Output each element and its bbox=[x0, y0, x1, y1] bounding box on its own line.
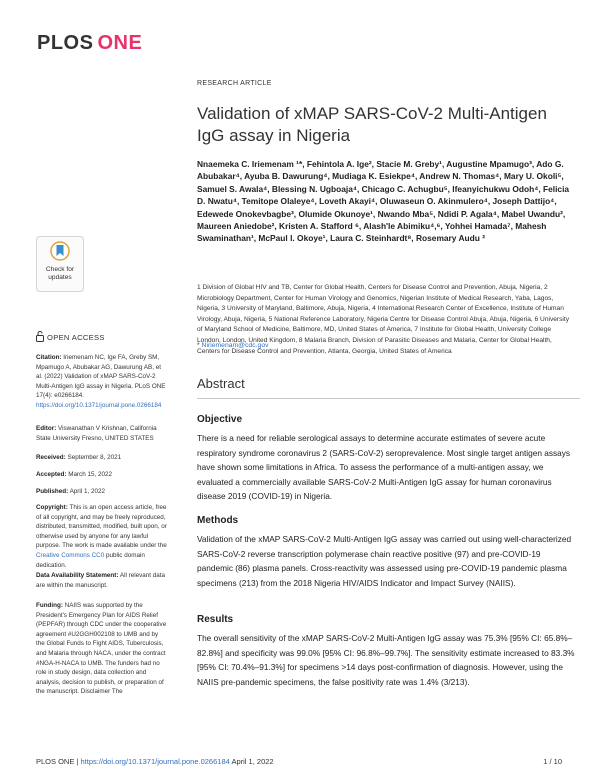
page-footer bbox=[36, 757, 274, 766]
methods-text: Validation of the xMAP SARS-CoV-2 Multi-Antigen IgG assay was carried out using well-characterized SARS-CoV-2 reverse transcription polymerase chain reactive positive (97) and pre-COVID-19 pandemic (86) plasma panels. Cross-reactivity was assessed using pre-COVID-19 pandemic plasma specimens (213) from the 2018 Nigeria HIV/AIDS Indicator and Impact Survey (NAIIS). bbox=[197, 534, 572, 588]
received-label: Received: bbox=[36, 454, 66, 461]
funding-text: NAIIS was supported by the President's Emergency Plan for AIDS Relief (PEPFAR) through CDC under the cooperative agreement #U2GGH002108 to UMB and by the Global Funds to Fight AIDS, Tuberculosis, and Malaria through NACA, under the contract #NGA-H-NACA to UMB. The funders had no role in study design, data collection and analysis, decision to publish, or preparation of the manuscript. Disclaimer The bbox=[36, 602, 167, 696]
article-title: Validation of xMAP SARS-CoV-2 Multi-Antigen IgG assay in Nigeria bbox=[197, 104, 547, 145]
data-availability-block bbox=[36, 571, 168, 590]
cc0-link[interactable]: Creative Commons CC0 bbox=[36, 551, 105, 559]
data-availability-label: Data Availability Statement: bbox=[36, 572, 119, 579]
copyright-block bbox=[36, 503, 168, 570]
objective-heading: Objective bbox=[197, 414, 243, 425]
accepted-label: Accepted: bbox=[36, 471, 67, 478]
copyright-text: This is an open access article, free of all copyright, and may be freely reproduced, distributed, transmitted, modified, built upon, or otherwise used by anyone for any lawful purpose. The work is made available under the bbox=[36, 504, 167, 550]
received-block bbox=[36, 453, 168, 463]
citation-doi-link[interactable]: https://doi.org/10.1371/journal.pone.0266184 bbox=[36, 401, 162, 409]
citation-block bbox=[36, 353, 168, 411]
results-text: The overall sensitivity of the xMAP SARS-CoV-2 Multi-Antigen IgG assay was 75.3% [95% CI: 65.8%–82.8%] and specificity was 99.0% [95% CI: 96.8%–99.7%]. The sensitivity estimate increased to 83.3% [95% CI: 70.4%–91.3%] for specimens >14 days post-confirmation of diagnosis. However, using the NAIIS pre-pandemic specimens, the false positivity rate was 1.4% (3/213). bbox=[197, 633, 575, 687]
editor-text: Viswanathan V Krishnan, California State University Fresno, UNITED STATES bbox=[36, 425, 157, 442]
footer-journal: PLOS ONE bbox=[36, 757, 75, 766]
published-block bbox=[36, 487, 168, 497]
bookmark-icon bbox=[50, 241, 70, 261]
corresponding-email-link[interactable]: Niriemenam@cdc.gov bbox=[201, 342, 269, 349]
accepted-block bbox=[36, 470, 168, 480]
methods-heading: Methods bbox=[197, 515, 239, 526]
received-text: September 8, 2021 bbox=[67, 454, 122, 461]
corresponding-star: * bbox=[197, 342, 200, 349]
check-for-updates-badge[interactable] bbox=[36, 236, 84, 292]
objective-text: There is a need for reliable serological assays to determine accurate estimates of severe acute respiratory syndrome coronavirus 2 (SARS-CoV-2) seroprevalence. Most single target antigen assays have shown some limitations in Africa. To assess the performance of a multi-antigen assay, we evaluated a commercially available SARS-CoV-2 Multi-Antigen IgG assay for human coronavirus disease 2019 (COVID-19) in Nigeria. bbox=[197, 433, 571, 502]
open-lock-icon bbox=[36, 331, 44, 342]
corresponding-author bbox=[197, 342, 269, 349]
journal-logo bbox=[37, 31, 142, 55]
abstract-rule bbox=[197, 398, 580, 399]
open-access-text: OPEN ACCESS bbox=[47, 333, 105, 342]
badge-line-2: updates bbox=[48, 274, 72, 281]
funding-label: Funding: bbox=[36, 602, 63, 609]
author-list: Nnaemeka C. Iriemenam ¹*, Fehintola A. Ige², Stacie M. Greby¹, Augustine Mpamugo³, Ado G. Abubakar⁴, Ayuba B. Dawurung⁴, Mudiaga K. Esiekpe⁴, Andrew N. Thomas⁴, Mary U. Okoli⁵, Samuel S. Awala⁴, Blessing N. Ugboaja⁴, Chicago C. Achugbu⁵, Ifeanyichukwu Odoh⁴, Felicia D. Nwatu⁴, Temitope Olaleye⁴, Loveth Akayi⁴, Oluwaseun O. Akinmulero⁴, Joseph Dattijo⁴, Edewede Onokevbagbe³, Olumide Okunoye¹, Nwando Mba⁵, Ndidi P. Agala⁴, Mabel Uwandu², Maureen Aniedobe², Kristen A. Stafford ⁶, Alash'le Abimiku⁴,⁶, Yohhei Hamada⁷, Mahesh Swaminathan¹, McPaul I. Okoye¹, Laura C. Steinhardt⁸, Rosemary Audu ² bbox=[197, 159, 570, 244]
logo-plos: PLOS bbox=[37, 32, 94, 54]
affiliations: 1 Division of Global HIV and TB, Center for Global Health, Centers for Disease Control and Prevention, Abuja, Nigeria, 2 Microbiology Department, Center for Human Virology and Genomics, Nigerian Institute of Medical Research, Yaba, Lagos, Nigeria, 3 University of Maryland, Baltimore, Abuja, Nigeria, 4 International Research Center of Excellence, Institute of Human Virology, Abuja, Nigeria, 5 National Reference Laboratory, Nigeria Centre for Disease Control Abuja, Abuja, Nigeria, 6 University of Maryland School of Medicine, Baltimore, MD, United States of America, 7 Institute for Global Health, University College London, London, United Kingdom, 8 Malaria Branch, Division of Parasitic Diseases and Malaria, Center for Global Health, Centers for Disease Control and Prevention, Atlanta, Georgia, United States of America bbox=[197, 284, 570, 355]
editor-label: Editor: bbox=[36, 425, 57, 432]
logo-one: ONE bbox=[97, 32, 143, 54]
page-number: 1 / 10 bbox=[543, 757, 562, 766]
footer-date: April 1, 2022 bbox=[231, 757, 274, 766]
footer-doi-link[interactable]: https://doi.org/10.1371/journal.pone.0266184 bbox=[80, 757, 230, 766]
published-text: April 1, 2022 bbox=[69, 488, 105, 495]
open-access-label bbox=[36, 331, 105, 342]
article-type: RESEARCH ARTICLE bbox=[197, 80, 272, 87]
abstract-heading: Abstract bbox=[197, 376, 245, 391]
footer-separator: | bbox=[76, 757, 79, 766]
data-availability-text: All relevant data are within the manuscript. bbox=[36, 572, 166, 589]
accepted-text: March 15, 2022 bbox=[68, 471, 112, 478]
results-heading: Results bbox=[197, 614, 234, 625]
published-label: Published: bbox=[36, 488, 69, 495]
citation-label: Citation: bbox=[36, 354, 62, 361]
copyright-end: public domain dedication. bbox=[36, 551, 145, 569]
editor-block bbox=[36, 424, 168, 443]
citation-text: Iriemenam NC, Ige FA, Greby SM, Mpamugo A, Abubakar AG, Dawurung AB, et al. (2022) Validation of xMAP SARS-CoV-2 Multi-Antigen IgG assay in Nigeria. PLoS ONE 17(4): e0266184. bbox=[36, 354, 166, 400]
badge-line-1: Check for bbox=[45, 266, 75, 273]
funding-block bbox=[36, 601, 168, 697]
copyright-label: Copyright: bbox=[36, 504, 68, 511]
